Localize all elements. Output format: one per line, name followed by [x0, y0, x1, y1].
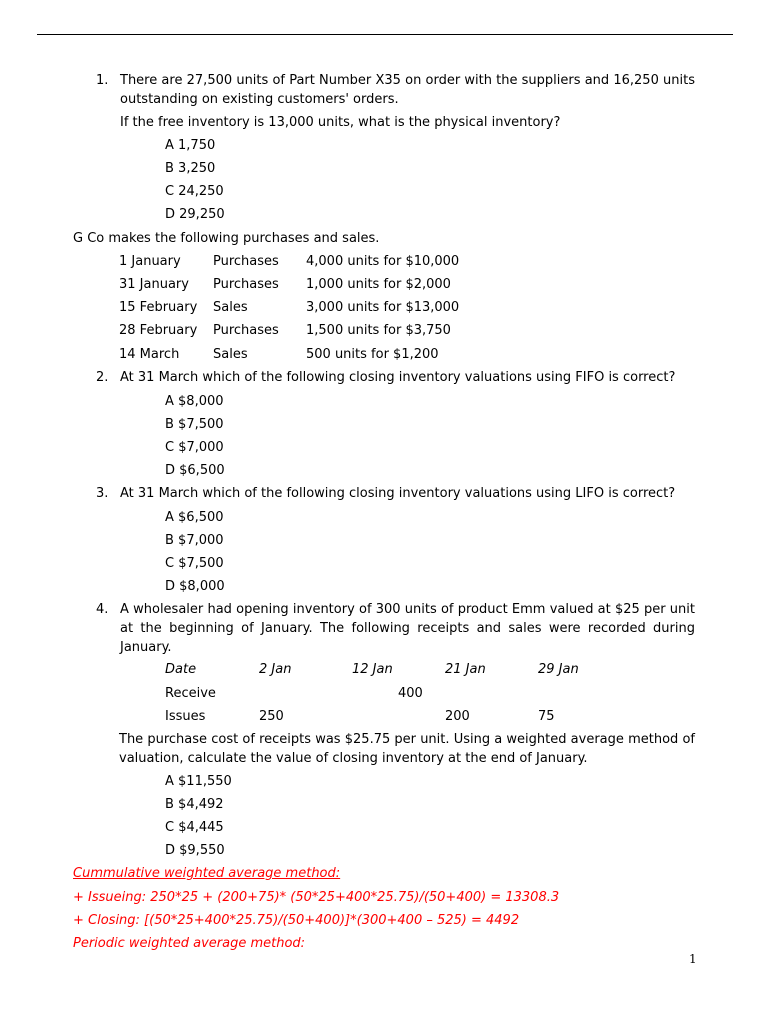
transaction-date: 1 January [119, 254, 181, 269]
notes-heading: Cummulative weighted average method: [73, 866, 341, 881]
notes-issueing-line: + Issueing: 250*25 + (200+75)* (50*25+400*25.75)/(50+400) = 13308.3 [73, 890, 560, 905]
q1-text: There are 27,500 units of Part Number X35 on order with the suppliers and 16,250 units outstanding on existing customers' orders. [120, 73, 695, 107]
q2-option-d: D $6,500 [165, 463, 225, 478]
transaction-detail: 1,500 units for $3,750 [306, 323, 451, 338]
q4-table-header: 2 Jan [259, 662, 292, 677]
q2-number: 2. [96, 370, 109, 385]
transaction-date: 31 January [119, 277, 189, 292]
transaction-detail: 3,000 units for $13,000 [306, 300, 460, 315]
q4-table-header: 29 Jan [538, 662, 579, 677]
q1-option-c: C 24,250 [165, 184, 224, 199]
transaction-type: Purchases [213, 254, 279, 269]
transaction-date: 15 February [119, 300, 198, 315]
q4-table-header: Date [165, 662, 197, 677]
transaction-date: 14 March [119, 347, 180, 362]
q4-option-c: C $4,445 [165, 820, 224, 835]
notes-periodic-heading: Periodic weighted average method: [73, 936, 306, 951]
q4-option-b: B $4,492 [165, 797, 224, 812]
q4-issues-value: 200 [445, 709, 470, 724]
transaction-type: Purchases [213, 277, 279, 292]
q4-receive-label: Receive [165, 686, 216, 701]
q3-option-c: C $7,500 [165, 556, 224, 571]
q1-option-d: D 29,250 [165, 207, 225, 222]
transaction-detail: 1,000 units for $2,000 [306, 277, 451, 292]
q3-option-d: D $8,000 [165, 579, 225, 594]
q4-issues-value: 75 [538, 709, 555, 724]
q2-text: At 31 March which of the following closing inventory valuations using FIFO is correct? [120, 370, 676, 385]
q4-issues-value: 250 [259, 709, 284, 724]
q4-option-d: D $9,550 [165, 843, 225, 858]
q3-text: At 31 March which of the following closing inventory valuations using LIFO is correct? [120, 486, 676, 501]
q2-option-c: C $7,000 [165, 440, 224, 455]
q1-option-b: B 3,250 [165, 161, 216, 176]
q1-number: 1. [96, 73, 109, 88]
intro-text: G Co makes the following purchases and sales. [73, 231, 380, 246]
q2-option-b: B $7,500 [165, 417, 224, 432]
notes-closing-line: + Closing: [(50*25+400*25.75)/(50+400)]*(300+400 – 525) = 4492 [73, 913, 520, 928]
header-rule [37, 34, 733, 35]
q4-receive-value: 400 [398, 686, 423, 701]
q4-table-header: 12 Jan [352, 662, 393, 677]
transaction-type: Sales [213, 300, 248, 315]
page-number: 1 [689, 952, 697, 966]
q3-number: 3. [96, 486, 109, 501]
q4-number: 4. [96, 602, 109, 617]
q3-option-a: A $6,500 [165, 510, 224, 525]
transaction-detail: 4,000 units for $10,000 [306, 254, 460, 269]
q1-question: If the free inventory is 13,000 units, what is the physical inventory? [120, 115, 561, 130]
transaction-date: 28 February [119, 323, 198, 338]
q4-followup: The purchase cost of receipts was $25.75 per unit. Using a weighted average method of valuation, calculate the value of closing inventory at the end of January. [119, 732, 695, 766]
q4-issues-label: Issues [165, 709, 206, 724]
q3-option-b: B $7,000 [165, 533, 224, 548]
transaction-detail: 500 units for $1,200 [306, 347, 439, 362]
q4-text: A wholesaler had opening inventory of 300 units of product Emm valued at $25 per unit at the beginning of January. The following receipts and sales were recorded during January. [120, 602, 695, 655]
q4-option-a: A $11,550 [165, 774, 232, 789]
transaction-type: Sales [213, 347, 248, 362]
q4-table-header: 21 Jan [445, 662, 486, 677]
q2-option-a: A $8,000 [165, 394, 224, 409]
q1-option-a: A 1,750 [165, 138, 216, 153]
transaction-type: Purchases [213, 323, 279, 338]
